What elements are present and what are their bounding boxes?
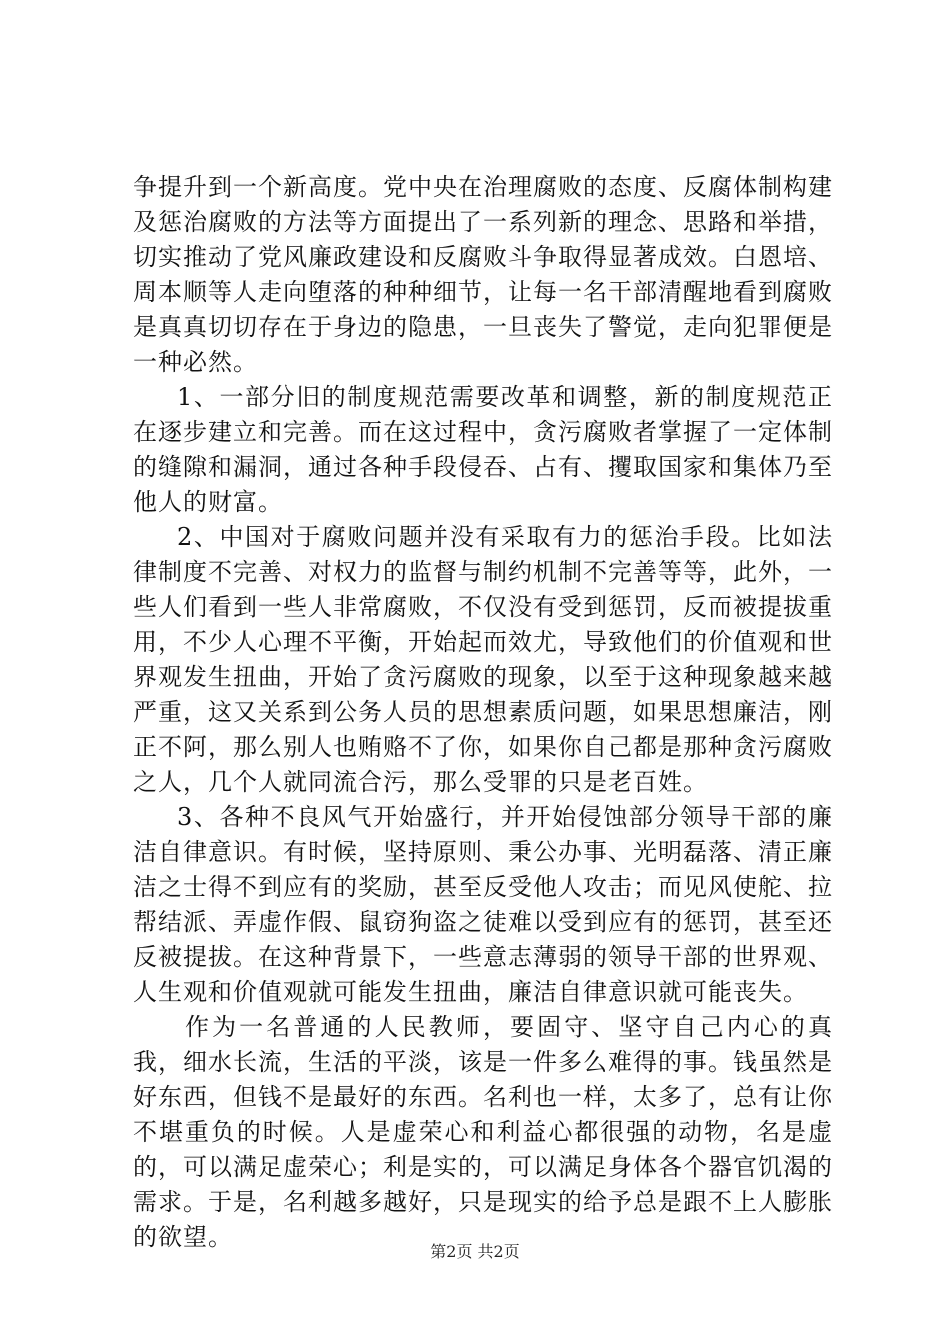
paragraph-point-1: 1、一部分旧的制度规范需要改革和调整，新的制度规范正在逐步建立和完善。而在这过程中，贪污腐败者掌握了一定体制的缝隙和漏洞，通过各种手段侵吞、占有、攫取国家和集体乃至他人的财富。 xyxy=(133,383,833,516)
paragraph-point-3: 3、各种不良风气开始盛行，并开始侵蚀部分领导干部的廉洁自律意识。有时候，坚持原则、秉公办事、光明磊落、清正廉洁之士得不到应有的奖励，甚至反受他人攻击；而见风使舵、拉帮结派、弄虚作假、鼠窃狗盗之徒难以受到应有的惩罚，甚至还反被提拔。在这种背景下，一些意志薄弱的领导干部的世界观、人生观和价值观就可能发生扭曲，廉洁自律意识就可能丧失。 xyxy=(133,803,833,1006)
paragraph-teacher-reflection: 作为一名普通的人民教师，要固守、坚守自己内心的真我，细水长流，生活的平淡，该是一件多么难得的事。钱虽然是好东西，但钱不是最好的东西。名利也一样，太多了，总有让你不堪重负的时候。人是虚荣心和利益心都很强的动物，名是虚的，可以满足虚荣心；利是实的，可以满足身体各个器官饥渴的需求。于是，名利越多越好，只是现实的给予总是跟不上人膨胀的欲望。 xyxy=(133,1013,833,1251)
paragraph-point-2: 2、中国对于腐败问题并没有采取有力的惩治手段。比如法律制度不完善、对权力的监督与制约机制不完善等等，此外，一些人们看到一些人非常腐败，不仅没有受到惩罚，反而被提拔重用，不少人心理不平衡，开始起而效尤，导致他们的价值观和世界观发生扭曲，开始了贪污腐败的现象，以至于这种现象越来越严重，这又关系到公务人员的思想素质问题，如果思想廉洁，刚正不阿，那么别人也贿赂不了你，如果你自己都是那种贪污腐败之人，几个人就同流合污，那么受罪的只是老百姓。 xyxy=(133,523,833,796)
document-body xyxy=(133,170,833,1255)
page-number-footer: 第2页 共2页 xyxy=(430,1242,520,1261)
paragraph-continuation: 争提升到一个新高度。党中央在治理腐败的态度、反腐体制构建及惩治腐败的方法等方面提出了一系列新的理念、思路和举措，切实推动了党风廉政建设和反腐败斗争取得显著成效。白恩培、周本顺等人走向堕落的种种细节，让每一名干部清醒地看到腐败是真真切切存在于身边的隐患，一旦丧失了警觉，走向犯罪便是一种必然。 xyxy=(133,173,833,376)
